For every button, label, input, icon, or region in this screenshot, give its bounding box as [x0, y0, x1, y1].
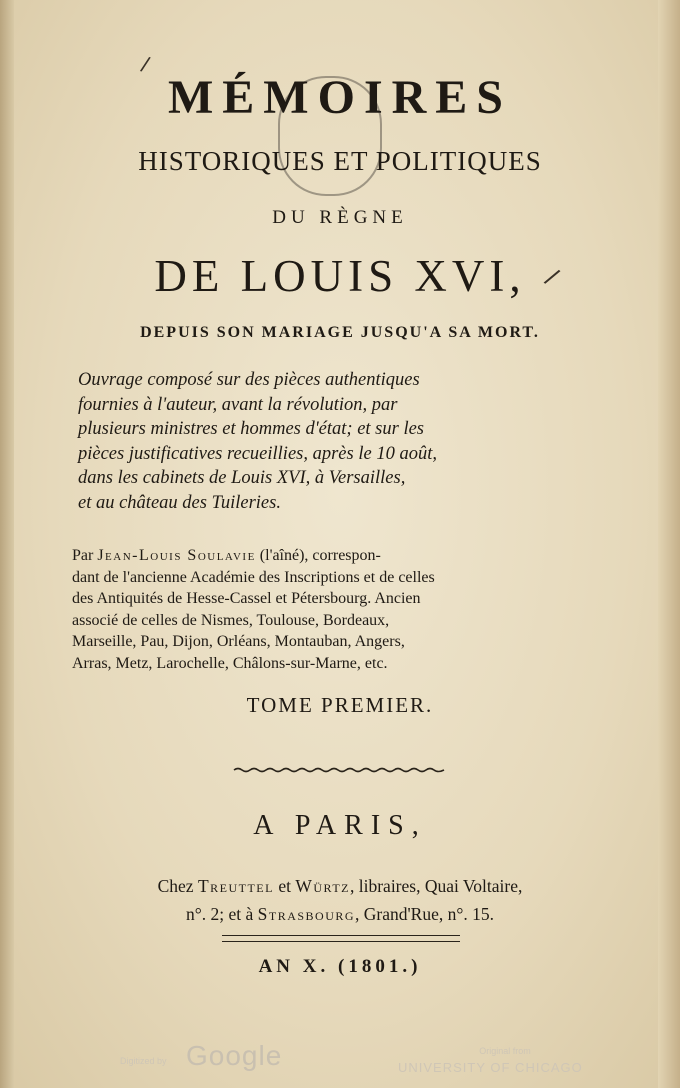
description-block — [78, 368, 598, 515]
publisher-text: , Grand'Rue, n°. 15. — [355, 904, 494, 924]
author-line: dant de l'ancienne Académie des Inscriptions et de celles — [72, 568, 435, 586]
publisher-line — [60, 900, 620, 928]
publisher-strasbourg: Strasbourg — [257, 904, 356, 924]
description-line: et au château des Tuileries. — [78, 492, 281, 513]
author-block — [72, 545, 602, 675]
description-line: dans les cabinets de Louis XVI, à Versailles, — [78, 468, 406, 488]
publisher-treuttel: Treuttel — [197, 876, 274, 896]
publisher-text: n°. 2; et à — [185, 904, 258, 924]
author-line-rest: (l'aîné), correspon- — [255, 547, 381, 564]
digitized-by-label: Digitized by — [120, 1056, 167, 1066]
publisher-text: Chez — [157, 876, 198, 896]
description-line: fournies à l'auteur, avant la révolution, par — [78, 394, 398, 415]
description-line: pièces justificatives recueillies, après le 10 août, — [78, 443, 437, 464]
publication-date: AN X. (1801.) — [258, 956, 422, 977]
pencil-mark: / — [138, 51, 152, 78]
author-line: Marseille, Pau, Dijon, Orléans, Montauban, Angers, — [72, 633, 405, 651]
institution-watermark: UNIVERSITY OF CHICAGO — [398, 1060, 583, 1075]
author-line: des Antiquités de Hesse-Cassel et Pétersbourg. Ancien — [72, 590, 421, 608]
publisher-block — [60, 872, 620, 928]
description-line: plusieurs ministres et hommes d'état; et sur les — [78, 419, 425, 439]
author-prefix: Par — [72, 547, 98, 564]
google-watermark: Google — [186, 1040, 283, 1071]
author-line — [72, 545, 602, 567]
volume-label: TOME PREMIER. — [246, 693, 434, 717]
author-name: Jean-Louis Soulavie — [97, 547, 256, 564]
publisher-text: et — [273, 876, 296, 896]
title-louis-xvi: DE LOUIS XVI, — [154, 251, 526, 301]
author-line: Arras, Metz, Larochelle, Châlons-sur-Marne, etc. — [72, 654, 388, 672]
ornamental-rule — [232, 766, 446, 774]
original-from-label: Original from — [479, 1046, 531, 1056]
title-du-regne: DU RÈGNE — [272, 207, 408, 228]
author-line: associé de celles de Nismes, Toulouse, Bordeaux, — [72, 611, 390, 629]
publisher-text: , libraires, Quai Voltaire, — [350, 876, 523, 896]
description-line: Ouvrage composé sur des pièces authentiques — [78, 370, 420, 390]
double-rule — [222, 935, 460, 942]
title-memoires: MÉMOIRES — [167, 71, 512, 124]
title-historiques: HISTORIQUES ET POLITIQUES — [138, 146, 542, 176]
pencil-mark: / — [540, 262, 564, 292]
publisher-wurtz: Würtz — [295, 876, 350, 896]
publisher-line — [60, 872, 620, 900]
subtitle: DEPUIS SON MARIAGE JUSQU'A SA MORT. — [140, 324, 540, 341]
place-of-publication: A PARIS, — [253, 810, 427, 841]
